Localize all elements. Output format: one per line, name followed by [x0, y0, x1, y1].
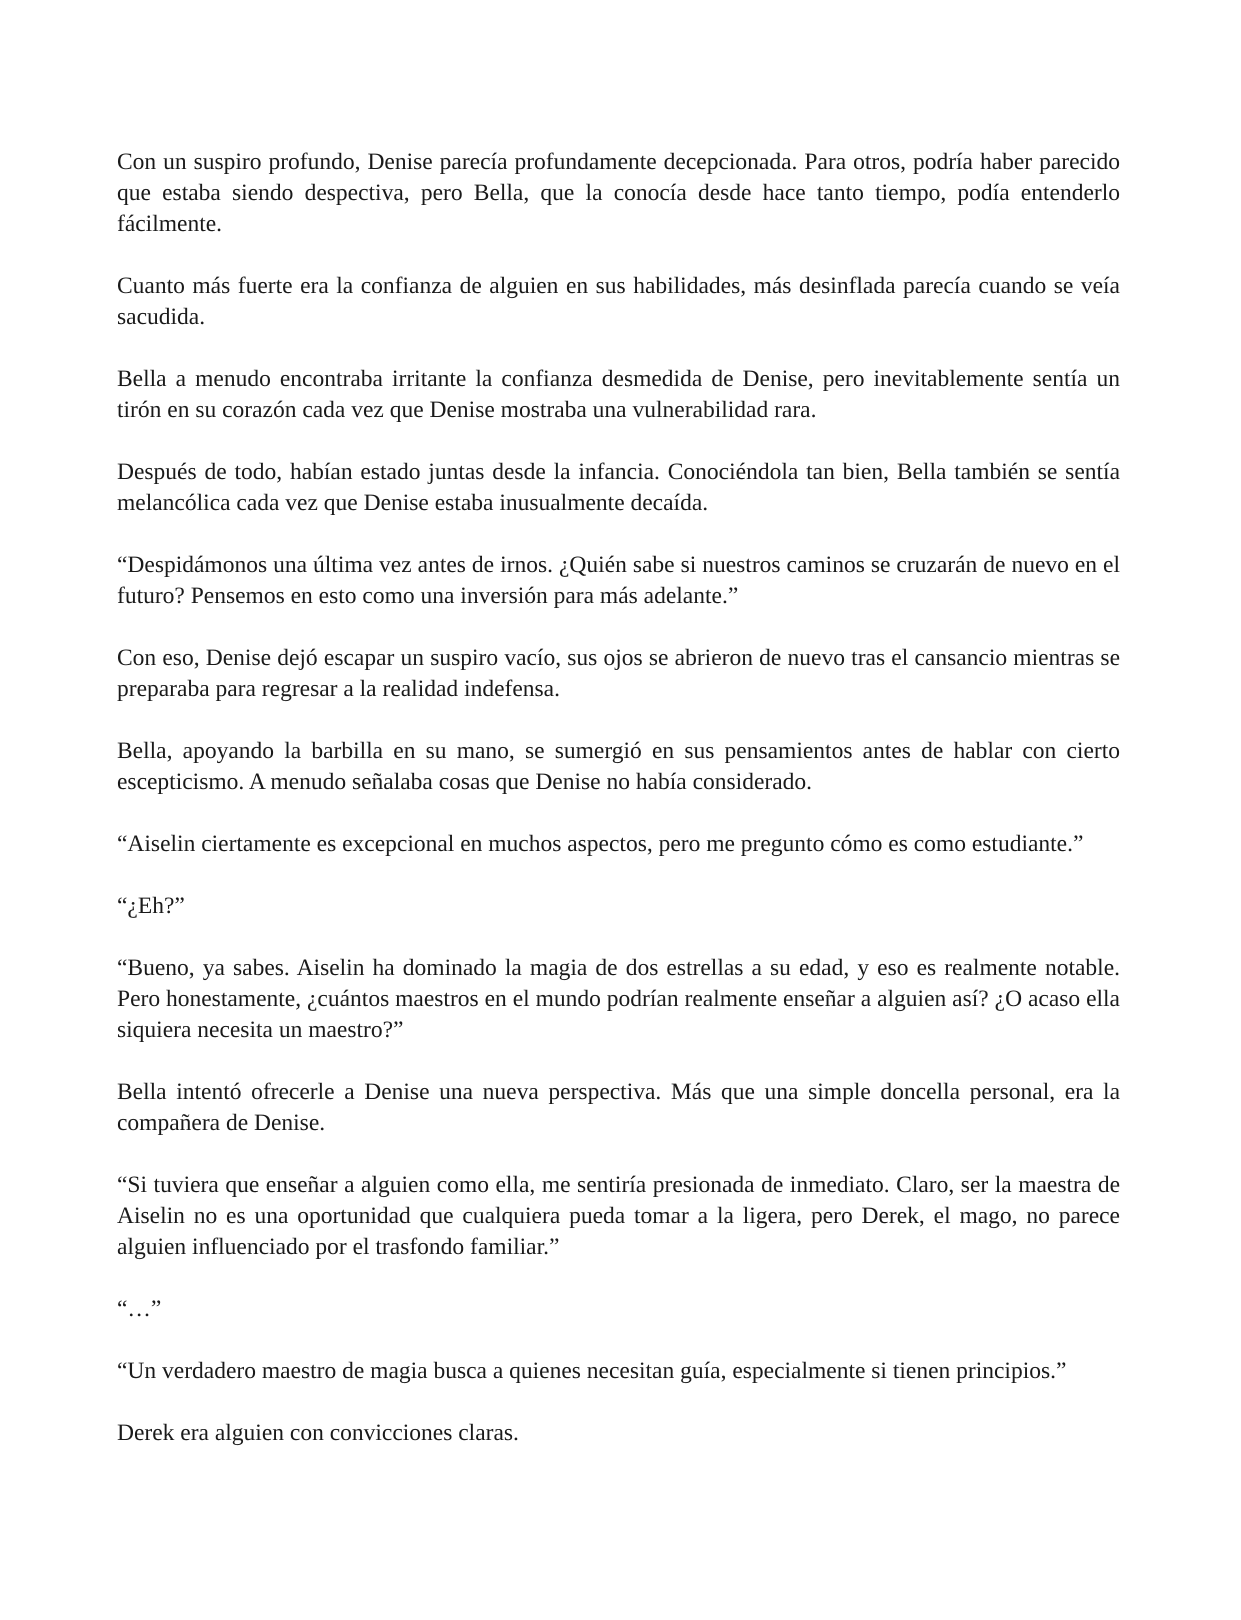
- dialogue-paragraph: “Un verdadero maestro de magia busca a quienes necesitan guía, especialmente si tienen principios.”: [117, 1358, 1067, 1384]
- dialogue-paragraph: “…”: [117, 1296, 162, 1322]
- dialogue-paragraph: “¿Eh?”: [117, 893, 185, 919]
- dialogue-paragraph: “Despidámonos una última vez antes de irnos. ¿Quién sabe si nuestros caminos se cruzarán de nuevo en el futuro? Pensemos en esto como una inversión para más adelante.”: [117, 552, 1120, 609]
- paragraph: Después de todo, habían estado juntas desde la infancia. Conociéndola tan bien, Bella también se sentía melancólica cada vez que Denise estaba inusualmente decaída.: [117, 459, 1120, 516]
- paragraph: Con un suspiro profundo, Denise parecía profundamente decepcionada. Para otros, podría haber parecido que estaba siendo despectiva, pero Bella, que la conocía desde hace tanto tiempo, podía entenderlo fácilmente.: [117, 149, 1120, 237]
- paragraph: Cuanto más fuerte era la confianza de alguien en sus habilidades, más desinflada parecía cuando se veía sacudida.: [117, 273, 1120, 330]
- paragraph: Bella intentó ofrecerle a Denise una nueva perspectiva. Más que una simple doncella personal, era la compañera de Denise.: [117, 1079, 1120, 1136]
- dialogue-paragraph: “Si tuviera que enseñar a alguien como ella, me sentiría presionada de inmediato. Claro, ser la maestra de Aiselin no es una oportunidad que cualquiera pueda tomar a la ligera, pero Derek, el mago, no parece alguien influenciado por el trasfondo familiar.”: [117, 1172, 1120, 1260]
- paragraph: Bella a menudo encontraba irritante la confianza desmedida de Denise, pero inevitablemente sentía un tirón en su corazón cada vez que Denise mostraba una vulnerabilidad rara.: [117, 366, 1120, 423]
- document-body: [117, 147, 1120, 1449]
- paragraph: Bella, apoyando la barbilla en su mano, se sumergió en sus pensamientos antes de hablar con cierto escepticismo. A menudo señalaba cosas que Denise no había considerado.: [117, 738, 1120, 795]
- paragraph: Derek era alguien con convicciones claras.: [117, 1420, 519, 1446]
- paragraph: Con eso, Denise dejó escapar un suspiro vacío, sus ojos se abrieron de nuevo tras el cansancio mientras se preparaba para regresar a la realidad indefensa.: [117, 645, 1120, 702]
- dialogue-paragraph: “Bueno, ya sabes. Aiselin ha dominado la magia de dos estrellas a su edad, y eso es realmente notable. Pero honestamente, ¿cuántos maestros en el mundo podrían realmente enseñar a alguien así? ¿O acaso ella siquiera necesita un maestro?”: [117, 955, 1120, 1043]
- dialogue-paragraph: “Aiselin ciertamente es excepcional en muchos aspectos, pero me pregunto cómo es como estudiante.”: [117, 831, 1084, 857]
